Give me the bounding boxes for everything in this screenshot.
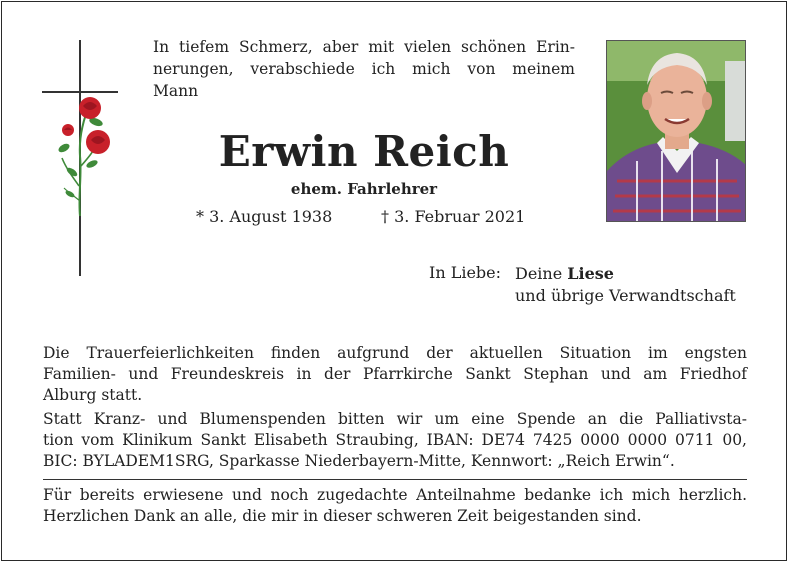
- farewell-signature: [515, 263, 736, 307]
- cross-bar: [42, 91, 118, 93]
- paragraph-line: tion vom Klinikum Sankt Elisabeth Straubing, IBAN: DE74 7425 0000 0000 0711 00,: [43, 431, 747, 449]
- paragraph-line: Für bereits erwiesene und noch zugedachte Anteilnahme bedanke ich mich herzlich.: [43, 486, 747, 504]
- deceased-occupation: ehem. Fahrlehrer: [290, 180, 438, 198]
- paragraph-line: Familien- und Freundeskreis in der Pfarrkirche Sankt Stephan und am Friedhof: [43, 365, 747, 383]
- service-paragraph: [43, 343, 747, 406]
- roses-icon: [52, 96, 114, 220]
- divider: [43, 479, 747, 480]
- paragraph-line: BIC: BYLADEM1SRG, Sparkasse Niederbayern-Mitte, Kennwort: „Reich Erwin“.: [43, 452, 675, 470]
- paragraph-line: Statt Kranz- und Blumenspenden bitten wir um eine Spende an die Palliativsta-: [43, 410, 747, 428]
- birth-date: * 3. August 1938: [196, 207, 333, 226]
- paragraph-line: Herzlichen Dank an alle, die mir in dieser schweren Zeit beigestanden sind.: [43, 507, 642, 525]
- portrait-photo: [606, 40, 746, 222]
- thanks-paragraph: [43, 485, 747, 527]
- donation-paragraph: [43, 409, 747, 472]
- deceased-name: Erwin Reich: [218, 127, 510, 176]
- signature-name: Liese: [567, 264, 614, 283]
- intro-line: Mann: [153, 82, 199, 100]
- intro-line: nerungen, verabschiede ich mich von meinem: [153, 60, 575, 78]
- farewell-label: In Liebe:: [429, 263, 502, 282]
- intro-line: In tiefem Schmerz, aber mit vielen schönen Erin-: [153, 38, 575, 56]
- death-date: † 3. Februar 2021: [381, 207, 526, 226]
- intro-text: [153, 36, 575, 102]
- portrait-image: [607, 41, 746, 222]
- paragraph-line: Die Trauerfeierlichkeiten finden aufgrund der aktuellen Situation im engsten: [43, 344, 747, 362]
- paragraph-line: Alburg statt.: [43, 386, 143, 404]
- signature-others: und übrige Verwandtschaft: [515, 286, 736, 305]
- signature-prefix: Deine: [515, 264, 568, 283]
- signature-line: [515, 263, 736, 285]
